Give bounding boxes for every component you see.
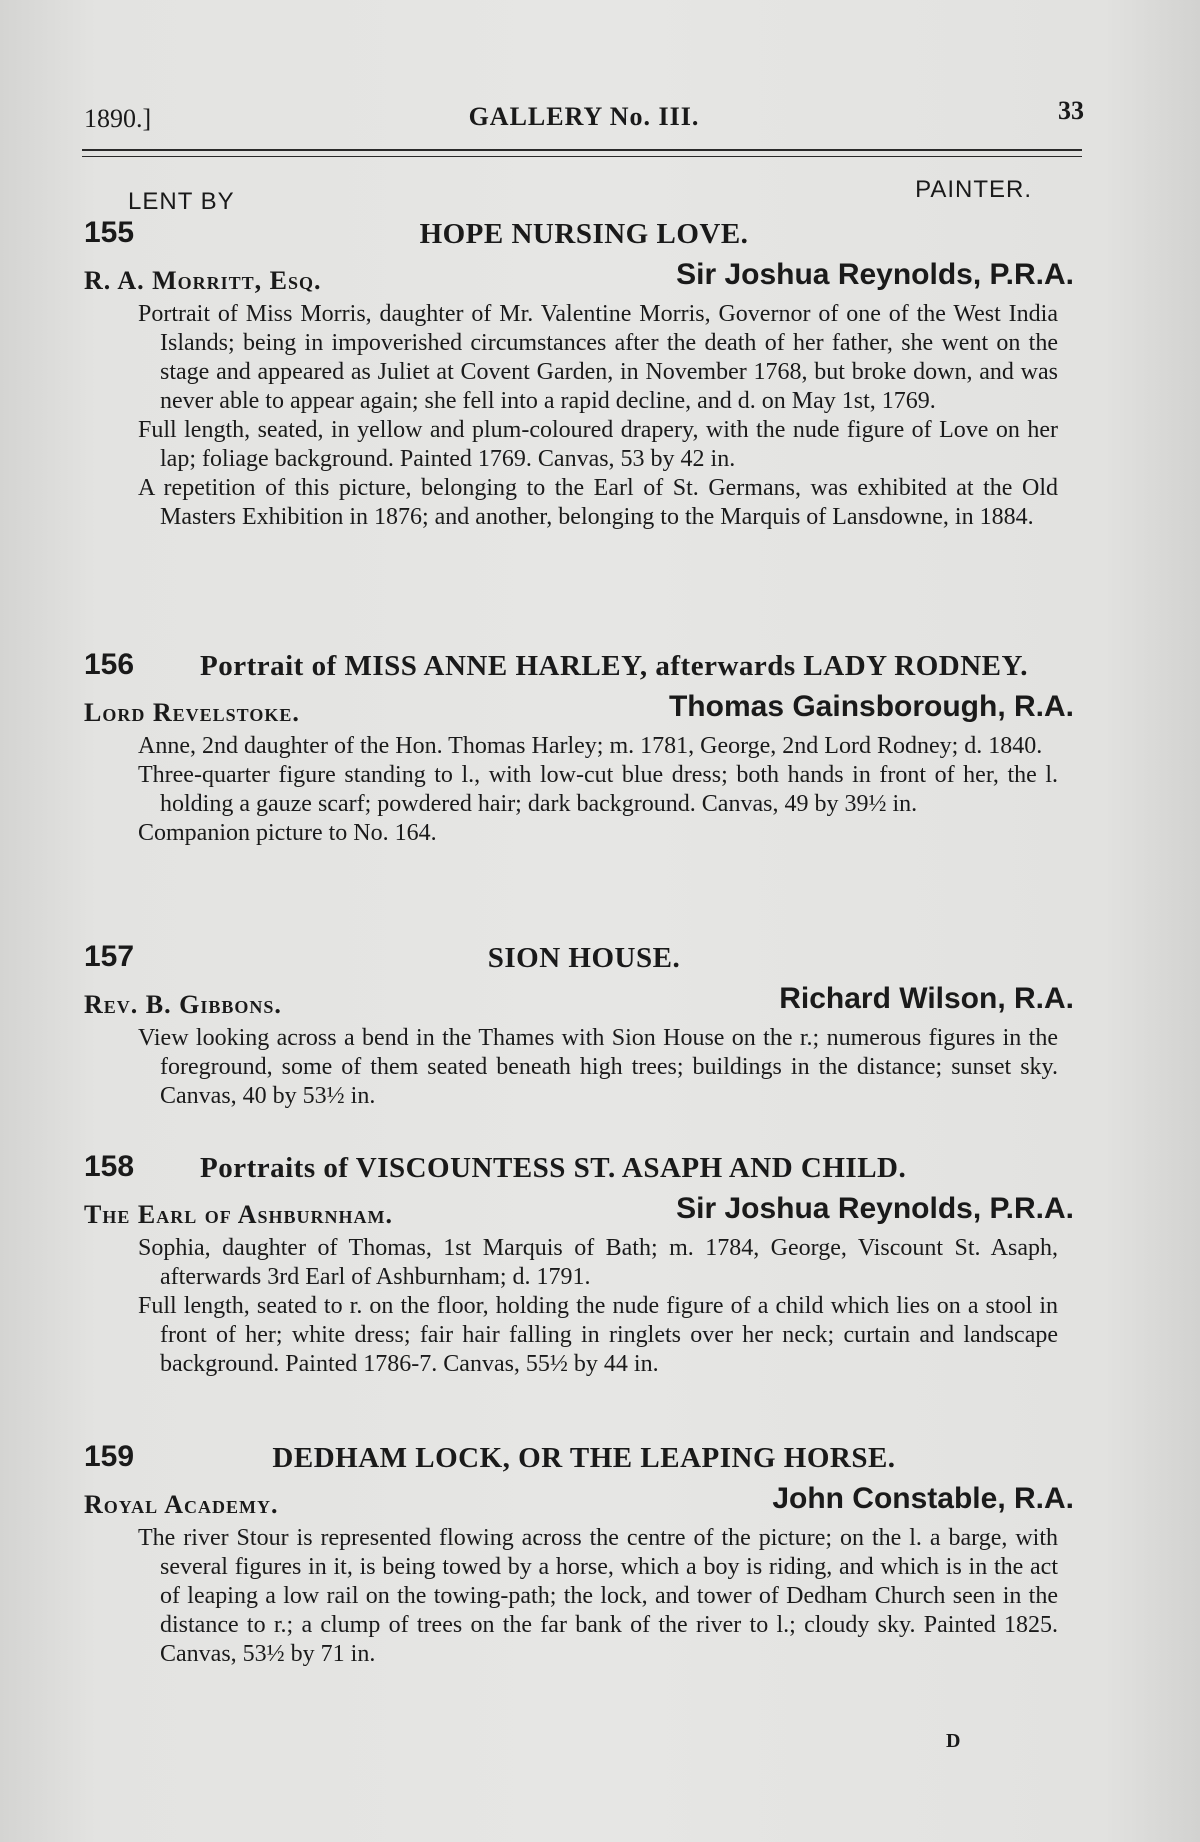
entry-description: Anne, 2nd daughter of the Hon. Thomas Harley; m. 1781, George, 2nd Lord Rodney; d. 1840.: [138, 733, 1043, 759]
entry-number: 159: [84, 1440, 135, 1473]
painter-name: Sir Joshua Reynolds, P.R.A.: [676, 258, 1074, 291]
lender-name: R. A. Morritt, Esq.: [84, 266, 322, 295]
entry-description: Full length, seated, in yellow and plum-coloured drapery, with the nude figure of Love on her lap; foliage background. Painted 1769. Canvas, 53 by 42 in.: [138, 417, 1058, 472]
entry-description: Companion picture to No. 164.: [138, 820, 437, 846]
lender-name: Rev. B. Gibbons.: [84, 990, 282, 1019]
entry-description: Full length, seated to r. on the floor, holding the nude figure of a child which lies on a stool in front of her; white dress; fair hair falling in ringlets over her neck; curtain and landscape background. Painted 1786-7. Canvas, 55½ by 44 in.: [138, 1293, 1058, 1377]
running-header: [84, 96, 1084, 136]
painter-name: John Constable, R.A.: [772, 1482, 1074, 1515]
header-title: GALLERY No. III.: [468, 102, 700, 131]
painter-name: Richard Wilson, R.A.: [779, 982, 1074, 1015]
entry-number: 157: [84, 940, 135, 973]
entry-description: Portrait of Miss Morris, daughter of Mr. Valentine Morris, Governor of one of the West India Islands; being in impoverished circumstances after the death of her father, she went on the stage and appeared as Juliet at Covent Garden, in November 1768, but broke down, and was never able to appear again; she fell into a rapid decline, and d. on May 1st, 1769.: [138, 301, 1058, 414]
entry-description: The river Stour is represented flowing across the centre of the picture; on the l. a barge, with several figures in it, is being towed by a horse, which a boy is riding, and which is in the act of leaping a low rail on the towing-path; the lock, and tower of Dedham Church seen in the distance to r.; a clump of trees on the far bank of the river to l.; cloudy sky. Painted 1825. Canvas, 53½ by 71 in.: [138, 1525, 1058, 1667]
entry-number: 158: [84, 1150, 135, 1183]
entry-157: [84, 940, 1084, 1111]
entry-155: [84, 216, 1084, 532]
entry-description: A repetition of this picture, belonging to the Earl of St. Germans, was exhibited at the Old Masters Exhibition in 1876; and another, belonging to the Marquis of Lansdowne, in 1884.: [138, 475, 1058, 530]
header-rule-thick: [82, 149, 1082, 151]
entry-description: View looking across a bend in the Thames with Sion House on the r.; numerous figures in the foreground, some of them seated beneath high trees; buildings in the distance; sunset sky. Canvas, 40 by 53½ in.: [138, 1025, 1058, 1109]
entry-title: HOPE NURSING LOVE.: [419, 218, 749, 250]
entry-number: 155: [84, 216, 135, 249]
lender-name: Lord Revelstoke.: [84, 698, 300, 727]
entry-number: 156: [84, 648, 135, 681]
page-number: 33: [1058, 96, 1084, 125]
header-rule-thin: [82, 156, 1082, 157]
lender-name: The Earl of Ashburnham.: [84, 1200, 394, 1229]
entry-description: Three-quarter figure standing to l., with low-cut blue dress; both hands in front of her, the l. holding a gauze scarf; powdered hair; dark background. Canvas, 49 by 39½ in.: [138, 762, 1058, 817]
header-year: 1890.]: [84, 104, 152, 133]
painter-column-label: PAINTER.: [915, 176, 1032, 203]
lent-by-column-label: LENT BY: [128, 188, 235, 215]
entry-156: [84, 648, 1084, 848]
lender-name: Royal Academy.: [84, 1490, 279, 1519]
entry-description: Sophia, daughter of Thomas, 1st Marquis of Bath; m. 1784, George, Viscount St. Asaph, afterwards 3rd Earl of Ashburnham; d. 1791.: [138, 1235, 1058, 1290]
entry-158: [84, 1150, 1084, 1379]
painter-name: Thomas Gainsborough, R.A.: [668, 690, 1074, 723]
entry-title: Portrait of MISS ANNE HARLEY, afterwards LADY RODNEY.: [200, 650, 1029, 682]
entry-159: [84, 1440, 1084, 1669]
signature-mark: D: [946, 1730, 961, 1752]
entry-title: SION HOUSE.: [487, 942, 681, 974]
entry-title: DEDHAM LOCK, OR THE LEAPING HORSE.: [272, 1442, 896, 1474]
painter-name: Sir Joshua Reynolds, P.R.A.: [676, 1192, 1074, 1225]
entry-title: Portraits of VISCOUNTESS ST. ASAPH AND CHILD.: [200, 1152, 907, 1184]
